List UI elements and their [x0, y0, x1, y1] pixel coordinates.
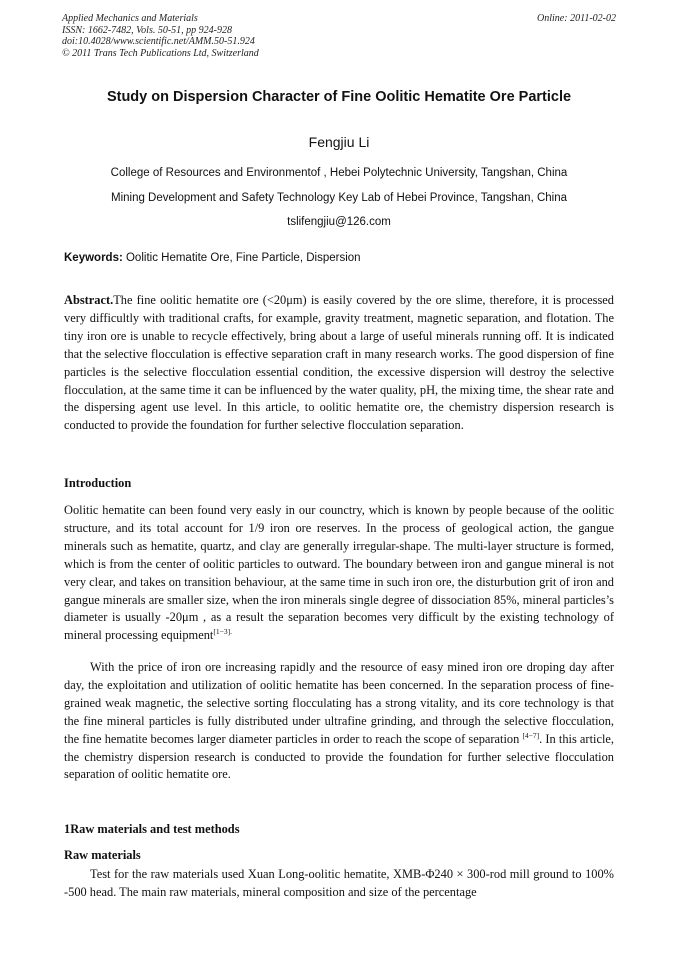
raw-materials-paragraph: Test for the raw materials used Xuan Long-oolitic hematite, XMB-Φ240 × 300-rod mill ground to 100% -500 head. The main raw materials, mineral composition and size of the percentage [64, 867, 614, 899]
online-date: Online: 2011-02-02 [537, 13, 616, 24]
intro-p2-tail: . In this article, the chemistry dispersion research is conducted to provide the foundation for further selective flocculation separation of oolitic hematite ore. [64, 731, 614, 782]
keywords [64, 252, 616, 264]
section-1-heading: 1Raw materials and test methods [64, 822, 240, 836]
introduction-paragraph-2 [64, 659, 614, 784]
raw-materials-subheading: Raw materials [64, 848, 141, 862]
introduction-paragraph-1 [64, 502, 614, 645]
introduction-heading: Introduction [64, 476, 132, 490]
citation-1-3: [1−3]. [213, 627, 232, 637]
author-name: Fengjiu Li [308, 134, 370, 150]
keywords-text: Oolitic Hematite Ore, Fine Particle, Dispersion [122, 252, 361, 264]
abstract-text: The fine oolitic hematite ore (<20μm) is easily covered by the ore slime, therefore, it is processed very difficultly with traditional crafts, for example, gravity treatment, magnetic separation, and flotation. The tiny iron ore is unable to recycle effectively, bring about a large of useful minerals running off. It is indicated that the selective flocculation is effective separation craft in many research works. The good dispersion of fine particles is the selective flocculation essential condition, the excessive dispersion will destroy the selective flocculation, at the same time it can be influenced by the water quality, pH, the mixing time, the shear rate and the dispersing agent use level. In this article, to oolitic hematite ore, the chemistry dispersion research is conducted to provide the foundation for further selective flocculation separation. [64, 293, 614, 433]
keywords-label: Keywords: [64, 252, 123, 264]
journal-header [62, 13, 616, 59]
copyright-line: © 2011 Trans Tech Publications Ltd, Switzerland [62, 47, 259, 59]
intro-p1-text: Oolitic hematite can been found very easly in our counctry, which is known by people because of the oolitic structure, and its total account for 1/9 iron ore reserves. In the process of geological action, the gangue minerals such as hematite, quartz, and clay are generally irregular-shape. The multi-layer structure is formed, which is from the center of oolitic particles to outward. The boundary between iron and gangue mineral is not very clear, and takes on transition behaviour, at the same time in such iron ore, the disturbution grit of iron and gangue minerals are smaller size, when the iron minerals single degree of dissociation 85%, mineral particles’s diameter is usually -20μm , as a result the separation becomes very difficult by the existing technology of mineral processing equipment [64, 503, 614, 643]
abstract [64, 292, 614, 435]
intro-p2-text: With the price of iron ore increasing rapidly and the resource of easy mined iron ore droping day after day, the exploitation and utilization of oolitic hematite has been concerned. In the separation process of fine-grained weak magnetic, the selective sorting flocculating has a strong vitality, and its core technology is that the fine mineral particles is fully distributed under ultrafine grinding, and through the selective flocculation, the fine hematite becomes larger diameter particles in order to reach the scope of separation [64, 660, 614, 746]
affiliation-2: Mining Development and Safety Technology Key Lab of Hebei Province, Tangshan, China [110, 192, 568, 204]
affiliation-1: College of Resources and Environmentof , Hebei Polytechnic University, Tangshan, China [110, 167, 568, 179]
author-email: tslifengjiu@126.com [287, 216, 391, 228]
journal-name: Applied Mechanics and Materials [62, 13, 198, 24]
doi-line: doi:10.4028/www.scientific.net/AMM.50-51.924 [62, 36, 255, 47]
citation-4-7: [4−7] [522, 730, 540, 740]
paper-title: Study on Dispersion Character of Fine Oolitic Hematite Ore Particle [106, 89, 572, 105]
abstract-label: Abstract. [64, 293, 114, 307]
issn-line: ISSN: 1662-7482, Vols. 50-51, pp 924-928 [62, 24, 232, 36]
